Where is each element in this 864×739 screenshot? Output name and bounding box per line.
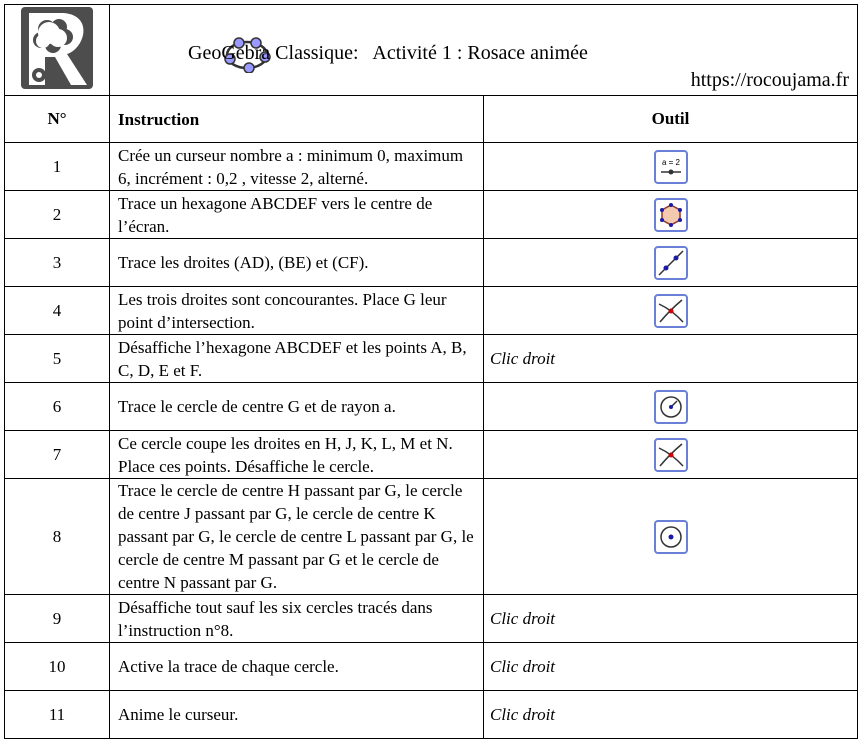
instruction-table: [4, 4, 858, 739]
row-number: 9: [5, 595, 110, 643]
slider-tool-icon: [654, 150, 688, 184]
row-instruction: Active la trace de chaque cercle.: [110, 643, 484, 691]
row-number: 3: [5, 239, 110, 287]
row-instruction: Désaffiche l’hexagone ABCDEF et les points A, B, C, D, E et F.: [110, 335, 484, 383]
row-number: 4: [5, 287, 110, 335]
intersect-tool-icon: [654, 438, 688, 472]
row-tool-text: Clic droit: [484, 691, 858, 739]
row-instruction: Désaffiche tout sauf les six cercles tracés dans l’instruction n°8.: [110, 595, 484, 643]
column-header-row: [5, 96, 858, 143]
row-instruction: Crée un curseur nombre a : minimum 0, maximum 6, incrément : 0,2 , vitesse 2, alterné.: [110, 143, 484, 191]
table-row: [5, 287, 858, 335]
row-number: 7: [5, 431, 110, 479]
row-tool-text: Clic droit: [484, 595, 858, 643]
table-row: [5, 595, 858, 643]
row-number: 10: [5, 643, 110, 691]
page-title: GeoGebra Classique: Activité 1 : Rosace animée: [188, 42, 588, 64]
table-row: [5, 643, 858, 691]
row-instruction: Trace les droites (AD), (BE) et (CF).: [110, 239, 484, 287]
circle-radius-tool-icon: [654, 390, 688, 424]
header-row: [5, 5, 858, 96]
slider-tool-label: a = 2: [661, 157, 680, 167]
site-url: https://rocoujama.fr: [690, 69, 849, 91]
row-tool: [484, 143, 858, 191]
rocoujama-logo-icon: [21, 7, 93, 89]
table-row: [5, 479, 858, 595]
row-number: 8: [5, 479, 110, 595]
row-instruction: Trace un hexagone ABCDEF vers le centre de l’écran.: [110, 191, 484, 239]
table-row: [5, 383, 858, 431]
row-number: 6: [5, 383, 110, 431]
title-cell: [110, 5, 858, 96]
row-instruction: Trace le cercle de centre G et de rayon a.: [110, 383, 484, 431]
row-tool-text: Clic droit: [484, 335, 858, 383]
table-row: [5, 431, 858, 479]
table-row: [5, 143, 858, 191]
table-row: [5, 335, 858, 383]
row-number: 5: [5, 335, 110, 383]
table-row: [5, 239, 858, 287]
row-tool: [484, 239, 858, 287]
circle-center-point-tool-icon: [654, 520, 688, 554]
row-tool: [484, 287, 858, 335]
row-tool: [484, 191, 858, 239]
row-number: 1: [5, 143, 110, 191]
row-tool: [484, 479, 858, 595]
row-number: 11: [5, 691, 110, 739]
intersect-tool-icon: [654, 294, 688, 328]
row-instruction: Ce cercle coupe les droites en H, J, K, L, M et N. Place ces points. Désaffiche le cercle.: [110, 431, 484, 479]
column-header-tool: Outil: [484, 96, 858, 143]
row-tool: [484, 431, 858, 479]
row-instruction: Anime le curseur.: [110, 691, 484, 739]
logo-cell: [5, 5, 110, 96]
polygon-tool-icon: [654, 198, 688, 232]
row-tool: [484, 383, 858, 431]
row-instruction: Trace le cercle de centre H passant par G, le cercle de centre J passant par G, le cercle de centre K passant par G, le cercle de centre L passant par G, le cercle de centre M passant par G et le cercle de centre N passant par G.: [110, 479, 484, 595]
column-header-instruction: Instruction: [110, 96, 484, 143]
column-header-num: N°: [5, 96, 110, 143]
line-tool-icon: [654, 246, 688, 280]
activity-sheet: [4, 4, 858, 739]
row-number: 2: [5, 191, 110, 239]
table-row: [5, 691, 858, 739]
row-tool-text: Clic droit: [484, 643, 858, 691]
row-instruction: Les trois droites sont concourantes. Place G leur point d’intersection.: [110, 287, 484, 335]
table-row: [5, 191, 858, 239]
